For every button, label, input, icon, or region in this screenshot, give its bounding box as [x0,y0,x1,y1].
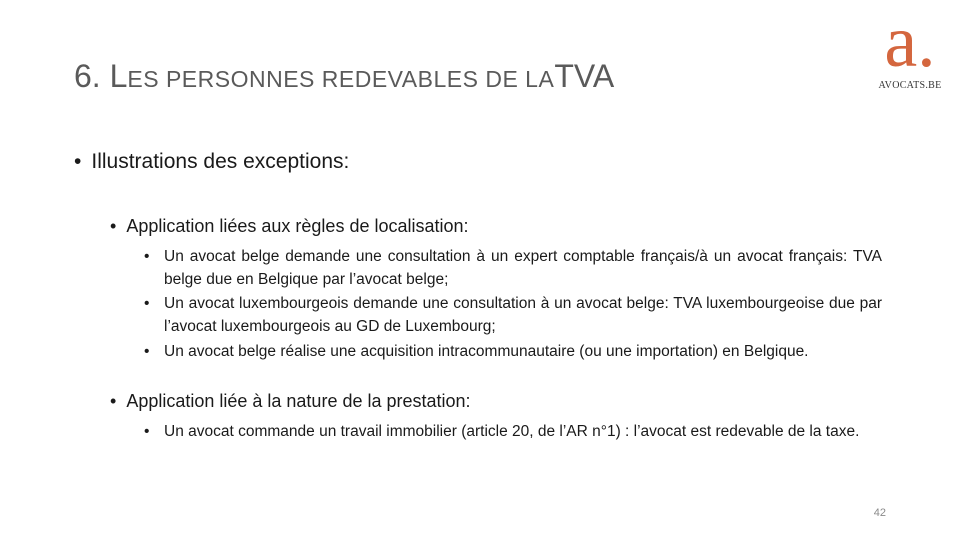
avocats-be-logo [872,1,948,94]
logo-text: AVOCATS.BE [878,80,942,91]
section-heading-nature [110,391,471,412]
title-tail: TVA [554,58,615,94]
level1-text: Illustrations des exceptions: [91,150,350,173]
bullet-icon: • [110,216,117,236]
list-item [144,420,882,443]
title-small-caps: ES PERSONNES REDEVABLES DE LA [127,66,555,92]
list-item [144,340,882,363]
title-first-letter: L [109,58,128,94]
bullet-icon: • [74,150,82,173]
bullet-icon: • [110,391,117,411]
list-item-text: Un avocat commande un travail immobilier (article 20, de l’AR n°1) : l’avocat est redevable de la taxe. [164,423,860,440]
bullet-icon: • [144,295,150,312]
section-heading-localisation [110,216,469,237]
list-item-text: Un avocat luxembourgeois demande une consultation à un avocat belge: TVA luxembourgeoise due par l’avocat luxembourgeois au GD de Luxembourg; [164,295,882,335]
section-heading-text: Application liées aux règles de localisation: [126,216,469,236]
bullet-icon: • [144,248,150,265]
logo-letter: a. [884,1,936,83]
bullet-icon: • [144,343,150,360]
bullet-level1 [74,150,349,174]
list-item-text: Un avocat belge demande une consultation à un expert comptable français/à un avocat français: TVA belge due en Belgique par l’avocat belge; [164,248,882,288]
list-item [144,245,882,291]
slide-title [74,58,614,95]
list-item-text: Un avocat belge réalise une acquisition intracommunautaire (ou une importation) en Belgique. [164,343,809,360]
page-number: 42 [873,507,886,519]
bullet-icon: • [144,423,150,440]
list-item [144,292,882,338]
section-heading-text: Application liée à la nature de la prestation: [126,391,471,411]
title-number: 6. [74,58,110,94]
